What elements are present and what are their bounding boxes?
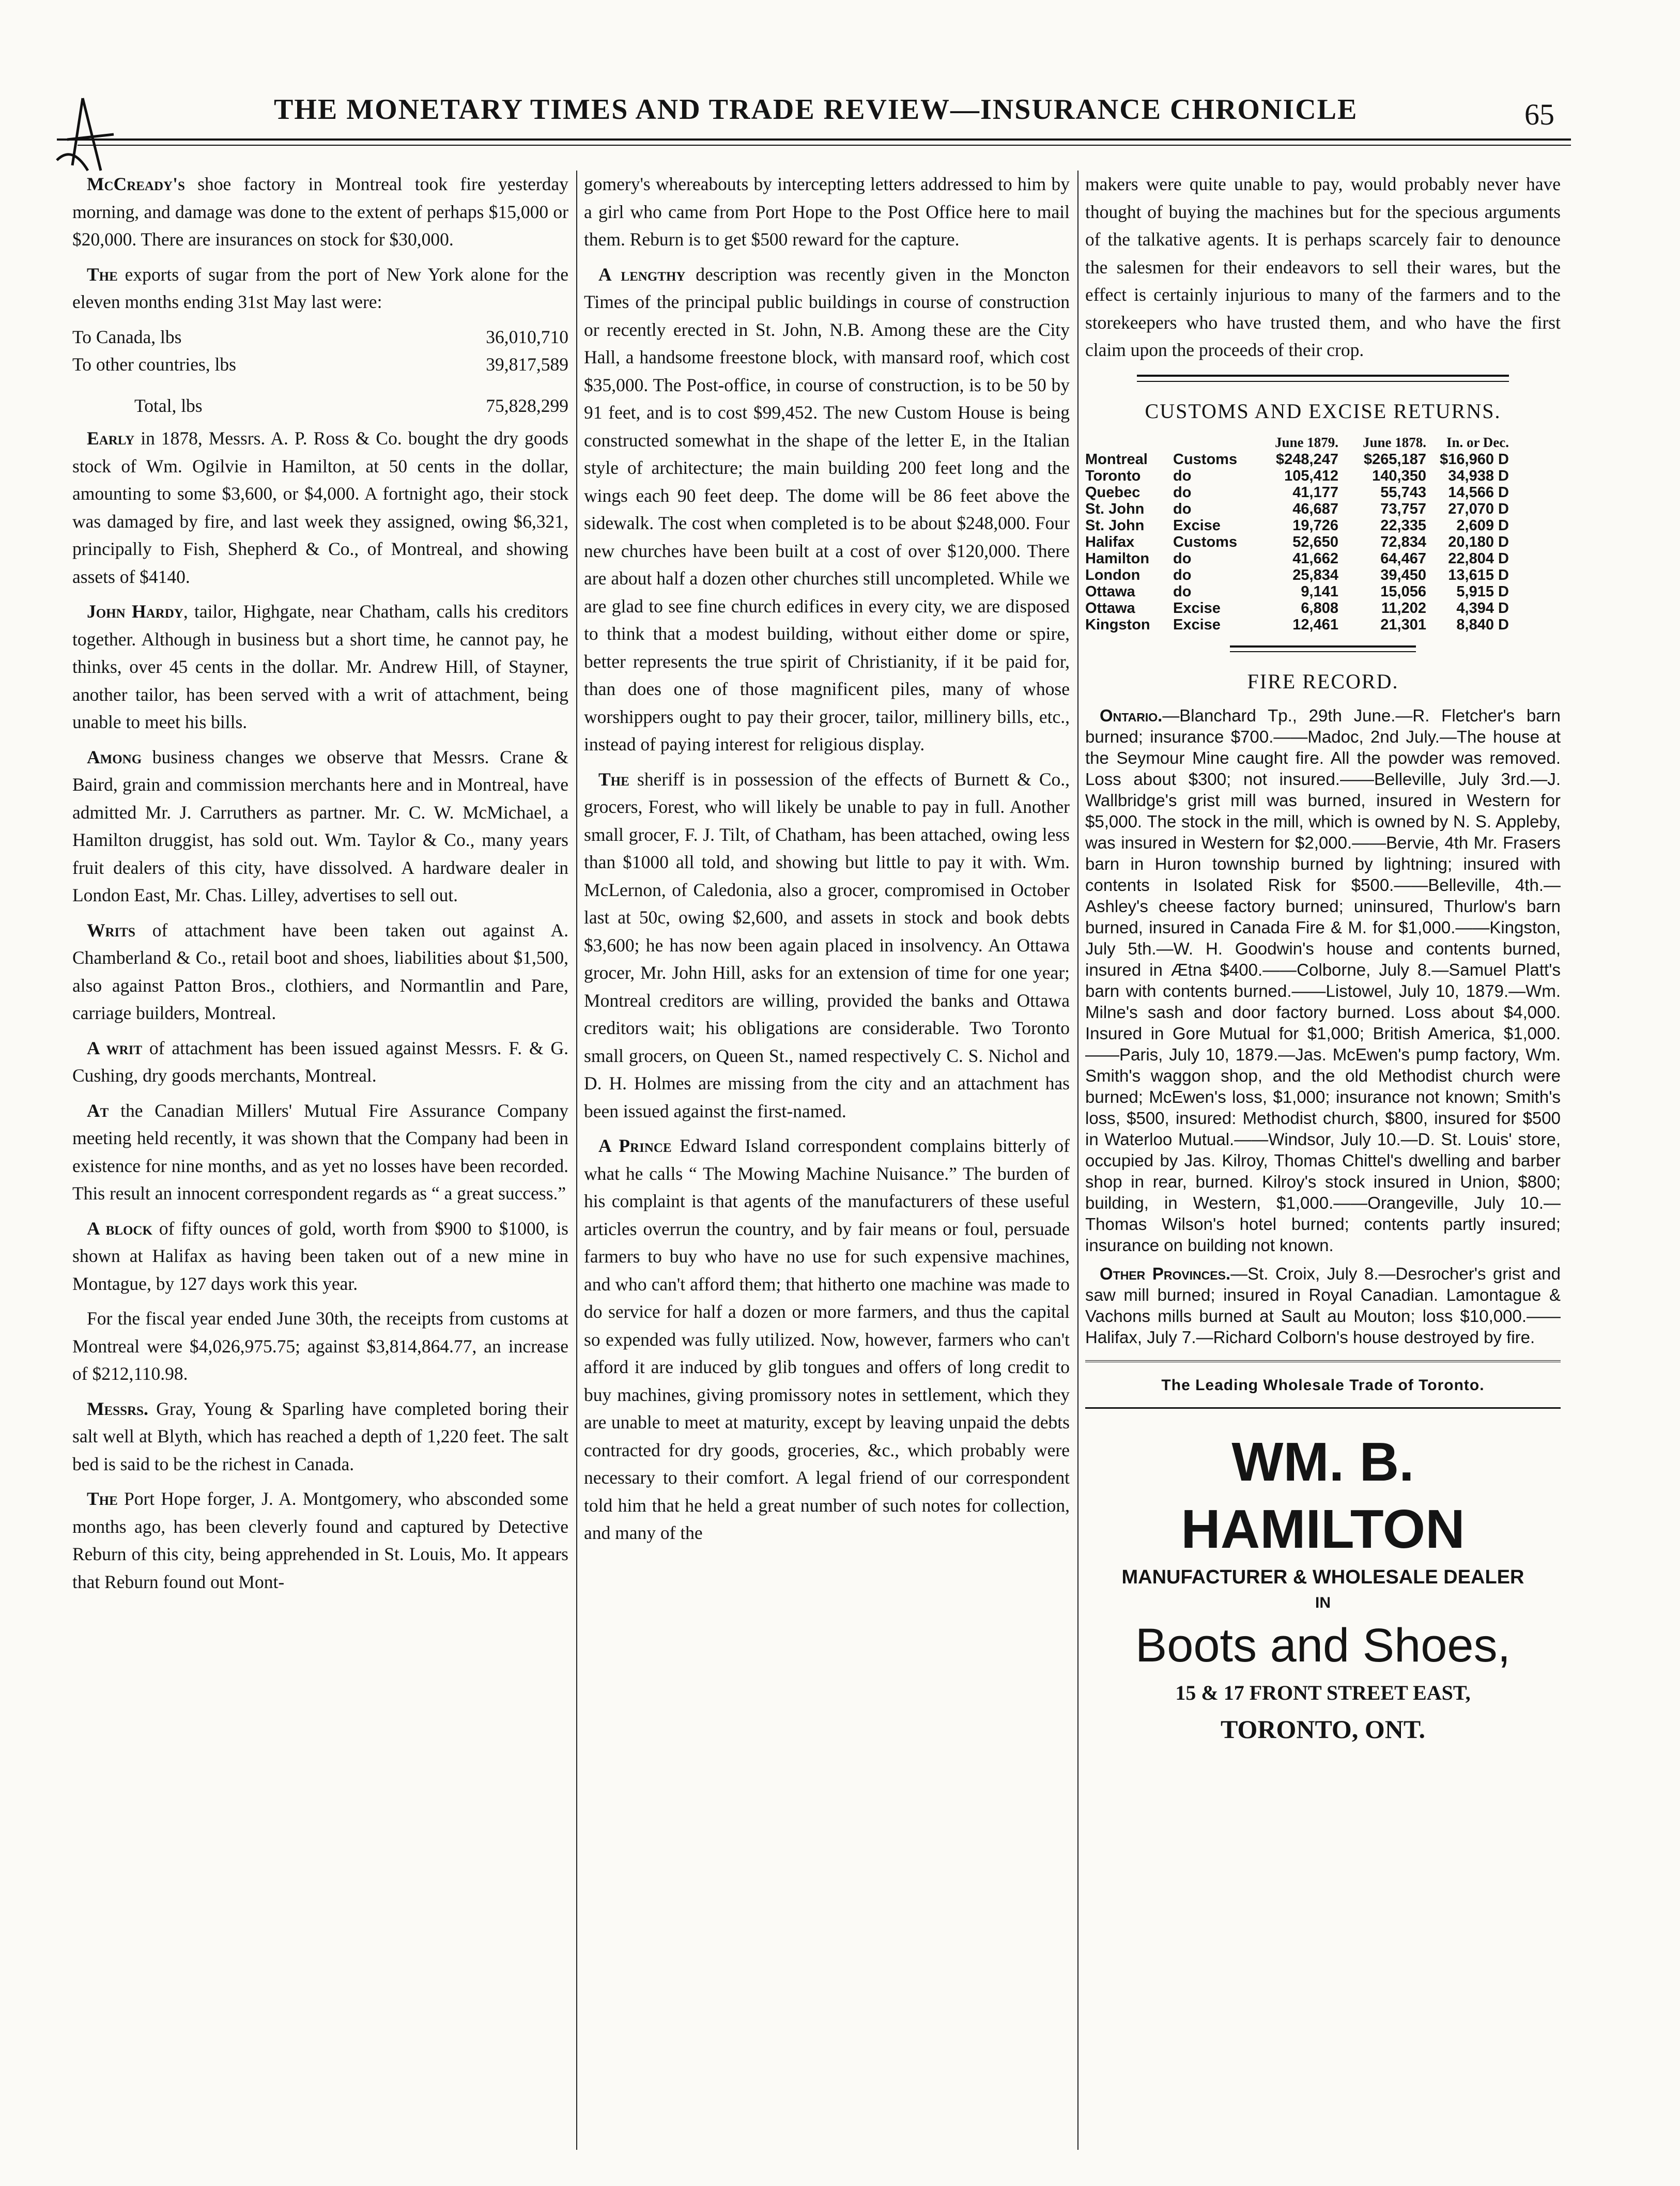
article-writs: Writs of attachment have been taken out against A. Chamberland & Co., retail boot and shoes, liabilities about $1,500, also against Patton Bros., clothiers, and Normantlin and Pare, carriage builders, Montreal.	[72, 919, 568, 1023]
customs-cell: St. John	[1085, 501, 1145, 517]
article-cushing: A writ of attachment has been issued against Messrs. F. & G. Cushing, dry goods merchants, Montreal.	[72, 1037, 568, 1086]
customs-cell: $265,187	[1364, 451, 1426, 468]
customs-cell: 105,412	[1284, 468, 1338, 484]
customs-cell: 20,180 D	[1448, 534, 1509, 550]
customs-body	[1085, 451, 1561, 633]
customs-cell: Excise	[1173, 517, 1221, 534]
article-mowing-cont: makers were quite unable to pay, would probably never have thought of buying the machines but for the specious arguments of the talkative agents. It is perhaps scarcely fair to denounce the salesmen for their endeavors to sell their wares, but the effect is certainly injurious to many of the farmers and to the storekeepers who have trusted them, and who have the first claim upon the proceeds of their crop.	[1085, 174, 1561, 360]
masthead-title: THE MONETARY TIMES AND TRADE REVIEW—INSURANCE CHRONICLE	[274, 94, 1358, 126]
customs-cell: Montreal	[1085, 451, 1148, 468]
customs-cell: 2,609 D	[1456, 517, 1509, 534]
section-rule	[1137, 375, 1509, 382]
customs-cell: 52,650	[1292, 534, 1338, 550]
customs-row	[1085, 484, 1561, 501]
masthead	[0, 93, 1680, 134]
customs-cell: 8,840 D	[1456, 617, 1509, 633]
customs-cell: St. John	[1085, 517, 1145, 534]
article-salt-well: Messrs. Gray, Young & Sparling have completed boring their salt well at Blyth, which has reached a depth of 1,220 feet. The salt bed is said to be the richest in Canada.	[72, 1398, 568, 1474]
advertisement	[1085, 1360, 1561, 1749]
customs-title: CUSTOMS AND EXCISE RETURNS.	[1145, 399, 1501, 423]
customs-cell: 27,070 D	[1448, 501, 1509, 517]
customs-cell: Halifax	[1085, 534, 1135, 550]
ad-city: TORONTO, ONT.	[1221, 1715, 1425, 1744]
article-hardy: John Hardy, tailor, Highgate, near Chatham, calls his creditors together. Although in business but a short time, he cannot pay, he thinks, over 45 cents in the dollar. Mr. Andrew Hill, of Stayner, another tailor, has been served with a writ of attachment, being unable to meet his bills.	[72, 601, 568, 732]
ad-product: Boots and Shoes,	[1135, 1619, 1511, 1672]
customs-cell: do	[1173, 550, 1192, 567]
customs-cell: do	[1173, 567, 1192, 583]
ornament-flourish	[52, 93, 119, 181]
customs-cell: Ottawa	[1085, 583, 1135, 600]
article-millers-mutual: At the Canadian Millers' Mutual Fire Assurance Company meeting held recently, it was shown that the Company had been in existence for nine months, and as yet no losses have been recorded. This result an innocent correspondent regards as “ a great success.”	[72, 1100, 568, 1204]
customs-cell: 6,808	[1301, 600, 1338, 617]
sugar-ledger	[72, 324, 568, 420]
customs-row	[1085, 617, 1561, 633]
ad-company-name: WM. B. HAMILTON	[1181, 1431, 1465, 1560]
customs-cell: Excise	[1173, 600, 1221, 617]
customs-row	[1085, 517, 1561, 534]
customs-cell: Kingston	[1085, 617, 1150, 633]
customs-cell: 140,350	[1372, 468, 1426, 484]
article-ross: Early in 1878, Messrs. A. P. Ross & Co. bought the dry goods stock of Wm. Ogilvie in Hamilton, at 50 cents in the dollar, amounting to some $3,600, or $4,000. A fortnight ago, their stock was damaged by fire, and last week they assigned, owing $6,321, principally to Fish, Shepherd & Co., of Montreal, and showing assets of $4140.	[72, 428, 568, 587]
customs-cell: do	[1173, 583, 1192, 600]
customs-cell: Toronto	[1085, 468, 1141, 484]
customs-cell: do	[1173, 468, 1192, 484]
customs-cell: do	[1173, 501, 1192, 517]
fire-ontario: Ontario.—Blanchard Tp., 29th June.—R. Fletcher's barn burned; insurance $700.——Madoc, 2nd July.—The house at the Seymour Mine caught fire. All the powder was removed. Loss about $300; not insured.——Belleville, July 3rd.—J. Wallbridge's grist mill was burned, insured in Western for $5,000. The stock in the mill, which is owned by N. S. Appleby, was insured in Western for $2,000.——Bervie, 4th Mr. Frasers barn in Huron township burned by lightning; insured with contents in Isolated Risk for $500.——Belleville, 4th.—Ashley's cheese factory burned; uninsured, Thurlow's barn burned, insured in Canada Fire & M. for $1,000.——Kingston, July 5th.—W. H. Goodwin's house and contents burned, insured in Ætna $400.——Colborne, July 8.—Samuel Platt's barn with contents burned.——Listowel, July 10, 1879.—Wm. Milne's sash and door factory burned. Loss about $4,000. Insured in Gore Mutual for $1,000; British America, $1,000.——Paris, July 10, 1879.—Jas. McEwen's pump factory, Wm. Smith's waggon shop, and the old Methodist church were burned; McEwen's loss, $1,000; insurance not known; Smith's loss, $500, insured: Methodist church, $800, insured for $500 in Waterloo Mutual.——Windsor, July 10.—D. St. Louis' store, occupied by Jas. Kilroy, Thomas Chittel's dwelling and barber shop in rear, burned. Kilroy's stock insured in Union, $800; building, in Western, $1,000.——Orangeville, July 10.—Thomas Wilson's hotel burned; contents partly insured; insurance on building not known.	[1085, 705, 1561, 1255]
page-number: 65	[1524, 98, 1554, 131]
customs-cell: 41,662	[1292, 550, 1338, 567]
customs-cell: 15,056	[1380, 583, 1426, 600]
article-sheriff: The sheriff is in possession of the effects of Burnett & Co., grocers, Forest, who will likely be unable to pay in full. Another small grocer, F. J. Tilt, of Chatham, has been attached, owing less than $1000 all told, and showing but little to pay it with. Wm. McLernon, of Caledonia, also a grocer, compromised in October last at 50c, owing $2,600, and assets in stock and book debts $3,600; he has now been again placed in insolvency. An Ottawa grocer, Mr. John Hill, asks for an extension of time for one year; Montreal creditors are willing, provided the banks and Ottawa creditors wait; his obligations are considerable. Two Toronto small grocers, on Queen St., named respectively C. S. Nichol and D. H. Holmes are missing from the city and an attachment has been issued against the first-named.	[584, 768, 1070, 1121]
customs-row	[1085, 567, 1561, 583]
customs-cell: 73,757	[1380, 501, 1426, 517]
ledger-row: To other countries, lbs 39,817,589	[72, 354, 568, 375]
customs-cell: Ottawa	[1085, 600, 1135, 617]
customs-cell: 21,301	[1380, 617, 1426, 633]
customs-header-row: June 1879. June 1878. In. or Dec.	[1274, 435, 1509, 450]
customs-cell: 41,177	[1292, 484, 1338, 501]
article-forger: The Port Hope forger, J. A. Montgomery, who absconded some months ago, has been cleverly found and captured by Detective Reburn of this city, being apprehended in St. Louis, Mo. It appears that Reburn found out Mont-	[72, 1488, 568, 1592]
customs-row	[1085, 534, 1561, 550]
customs-cell: Quebec	[1085, 484, 1140, 501]
customs-cell: 22,335	[1380, 517, 1426, 534]
customs-cell: 39,450	[1380, 567, 1426, 583]
customs-cell: $16,960 D	[1440, 451, 1509, 468]
customs-cell: 64,467	[1380, 550, 1426, 567]
customs-cell: 25,834	[1292, 567, 1338, 583]
article-mccready: McCready's shoe factory in Montreal took fire yesterday morning, and damage was done to the extent of perhaps $15,000 or $20,000. There are insurances on stock for $30,000.	[72, 174, 568, 250]
customs-cell: 14,566 D	[1448, 484, 1509, 501]
customs-cell: 34,938 D	[1448, 468, 1509, 484]
section-rule	[1230, 645, 1416, 652]
customs-cell: London	[1085, 567, 1140, 583]
customs-cell: 46,687	[1292, 501, 1338, 517]
customs-cell: do	[1173, 484, 1192, 501]
header-rule	[57, 138, 1571, 141]
fire-other-provinces: Other Provinces.—St. Croix, July 8.—Desrocher's grist and saw mill burned; insured in Royal Canadian. Lamontague & Vachons mills burned at Sault au Mouton; loss $10,000.——Halifax, July 7.—Richard Colborn's house destroyed by fire.	[1085, 1264, 1561, 1347]
ad-subtitle: MANUFACTURER & WHOLESALE DEALER	[1121, 1566, 1524, 1588]
ledger-total: Total, lbs 75,828,299	[134, 395, 568, 416]
customs-cell: 19,726	[1292, 517, 1338, 534]
article-customs-montreal: For the fiscal year ended June 30th, the receipts from customs at Montreal were $4,026,975.75; against $3,814,864.77, an increase of $212,110.98.	[72, 1308, 568, 1384]
customs-row	[1085, 501, 1561, 517]
customs-cell: 13,615 D	[1448, 567, 1509, 583]
column-2	[584, 171, 1070, 1554]
article-business-changes: Among business changes we observe that Messrs. Crane & Baird, grain and commission merchants here and in Montreal, have admitted Mr. J. Carruthers as partner. Mr. C. W. McMichael, a Hamilton druggist, has sold out. Wm. Taylor & Co., many years fruit dealers of this city, have dissolved. A hardware dealer in London East, Mr. Chas. Lilley, advertises to sell out.	[72, 746, 568, 905]
fire-record	[1085, 705, 1561, 1348]
column-3	[1085, 171, 1561, 1749]
customs-cell: 11,202	[1381, 600, 1426, 617]
ad-in: IN	[1315, 1594, 1331, 1611]
article-forger-cont: gomery's whereabouts by intercepting letters addressed to him by a girl who came from Port Hope to the Post Office here to mail them. Reburn is to get $500 reward for the capture.	[584, 174, 1070, 250]
column-divider	[576, 171, 577, 2150]
customs-cell: 5,915 D	[1456, 583, 1509, 600]
customs-cell: 4,394 D	[1456, 600, 1509, 617]
customs-cell: 22,804 D	[1448, 550, 1509, 567]
ad-lead: The Leading Wholesale Trade of Toronto.	[1085, 1372, 1561, 1409]
article-sugar-exports: The exports of sugar from the port of New York alone for the eleven months ending 31st May last were:	[72, 264, 568, 312]
customs-row	[1085, 583, 1561, 600]
article-gold: A block of fifty ounces of gold, worth from $900 to $1000, is shown at Halifax as having been taken out of a new mine in Montague, by 127 days work this year.	[72, 1218, 568, 1294]
ledger-row: To Canada, lbs 36,010,710	[72, 326, 568, 347]
customs-cell: 72,834	[1380, 534, 1426, 550]
customs-cell: Hamilton	[1085, 550, 1150, 567]
column-divider	[1077, 171, 1078, 2150]
customs-row	[1085, 468, 1561, 484]
customs-cell: Customs	[1173, 451, 1238, 468]
customs-row	[1085, 451, 1561, 468]
customs-cell: $248,247	[1276, 451, 1338, 468]
column-1	[72, 171, 568, 1603]
fire-record-title: FIRE RECORD.	[1247, 670, 1399, 693]
customs-cell: 9,141	[1301, 583, 1338, 600]
customs-cell: 12,461	[1292, 617, 1338, 633]
customs-cell: Excise	[1173, 617, 1221, 633]
customs-row	[1085, 550, 1561, 567]
header-rule-thin	[78, 145, 1571, 146]
article-moncton: A lengthy description was recently given in the Moncton Times of the principal public buildings in course of construction or recently erected in St. John, N.B. Among these are the City Hall, a handsome freestone block, with mansard roof, which cost $35,000. The Post-office, in course of construction, is to be 50 by 91 feet, and is to cost $99,452. The new Custom House is being constructed somewhat in the shape of the letter E, in the Italian style of architecture; the main building 200 feet long and the wings each 90 feet deep. The dome will be 86 feet above the sidewalk. The cost when completed is to be about $248,000. Four new churches have been built at a cost of over $120,000. There are about half a dozen other churches still uncompleted. While we are glad to see fine church edifices in every city, we are disposed to think that a modest building, without either dome or spire, better represents the true spirit of Christianity, if it be paid for, than does one of those magnificent piles, many of whose worshippers ought to pay their grocer, tailor, millinery bills, etc., instead of paying interest for religious display.	[584, 264, 1070, 755]
ad-address: 15 & 17 FRONT STREET EAST,	[1175, 1681, 1471, 1704]
customs-cell: 55,743	[1380, 484, 1426, 501]
article-mowing-machine: A Prince Edward Island correspondent complains bitterly of what he calls “ The Mowing Machine Nuisance.” The burden of his complaint is that agents of the manufacturers of these useful articles overrun the country, and by fair means or foul, persuade farmers to buy who have no use for such expensive machines, and who can't afford them; that hitherto one machine was made to do service for half a dozen or more farmers, and thus the capital so expended was fully utilized. Now, however, farmers who can't afford it are induced by glib tongues and offers of long credit to buy machines, giving promissory notes in settlement, which they are unable to meet at maturity, except by leaving unpaid the debts contracted for dry goods, groceries, &c., which probably were necessary to their comfort. A legal friend of our correspondent told him that he held a great number of such notes for collection, and many of the	[584, 1135, 1070, 1543]
customs-table	[1085, 434, 1561, 633]
customs-cell: Customs	[1173, 534, 1238, 550]
customs-row	[1085, 600, 1561, 617]
